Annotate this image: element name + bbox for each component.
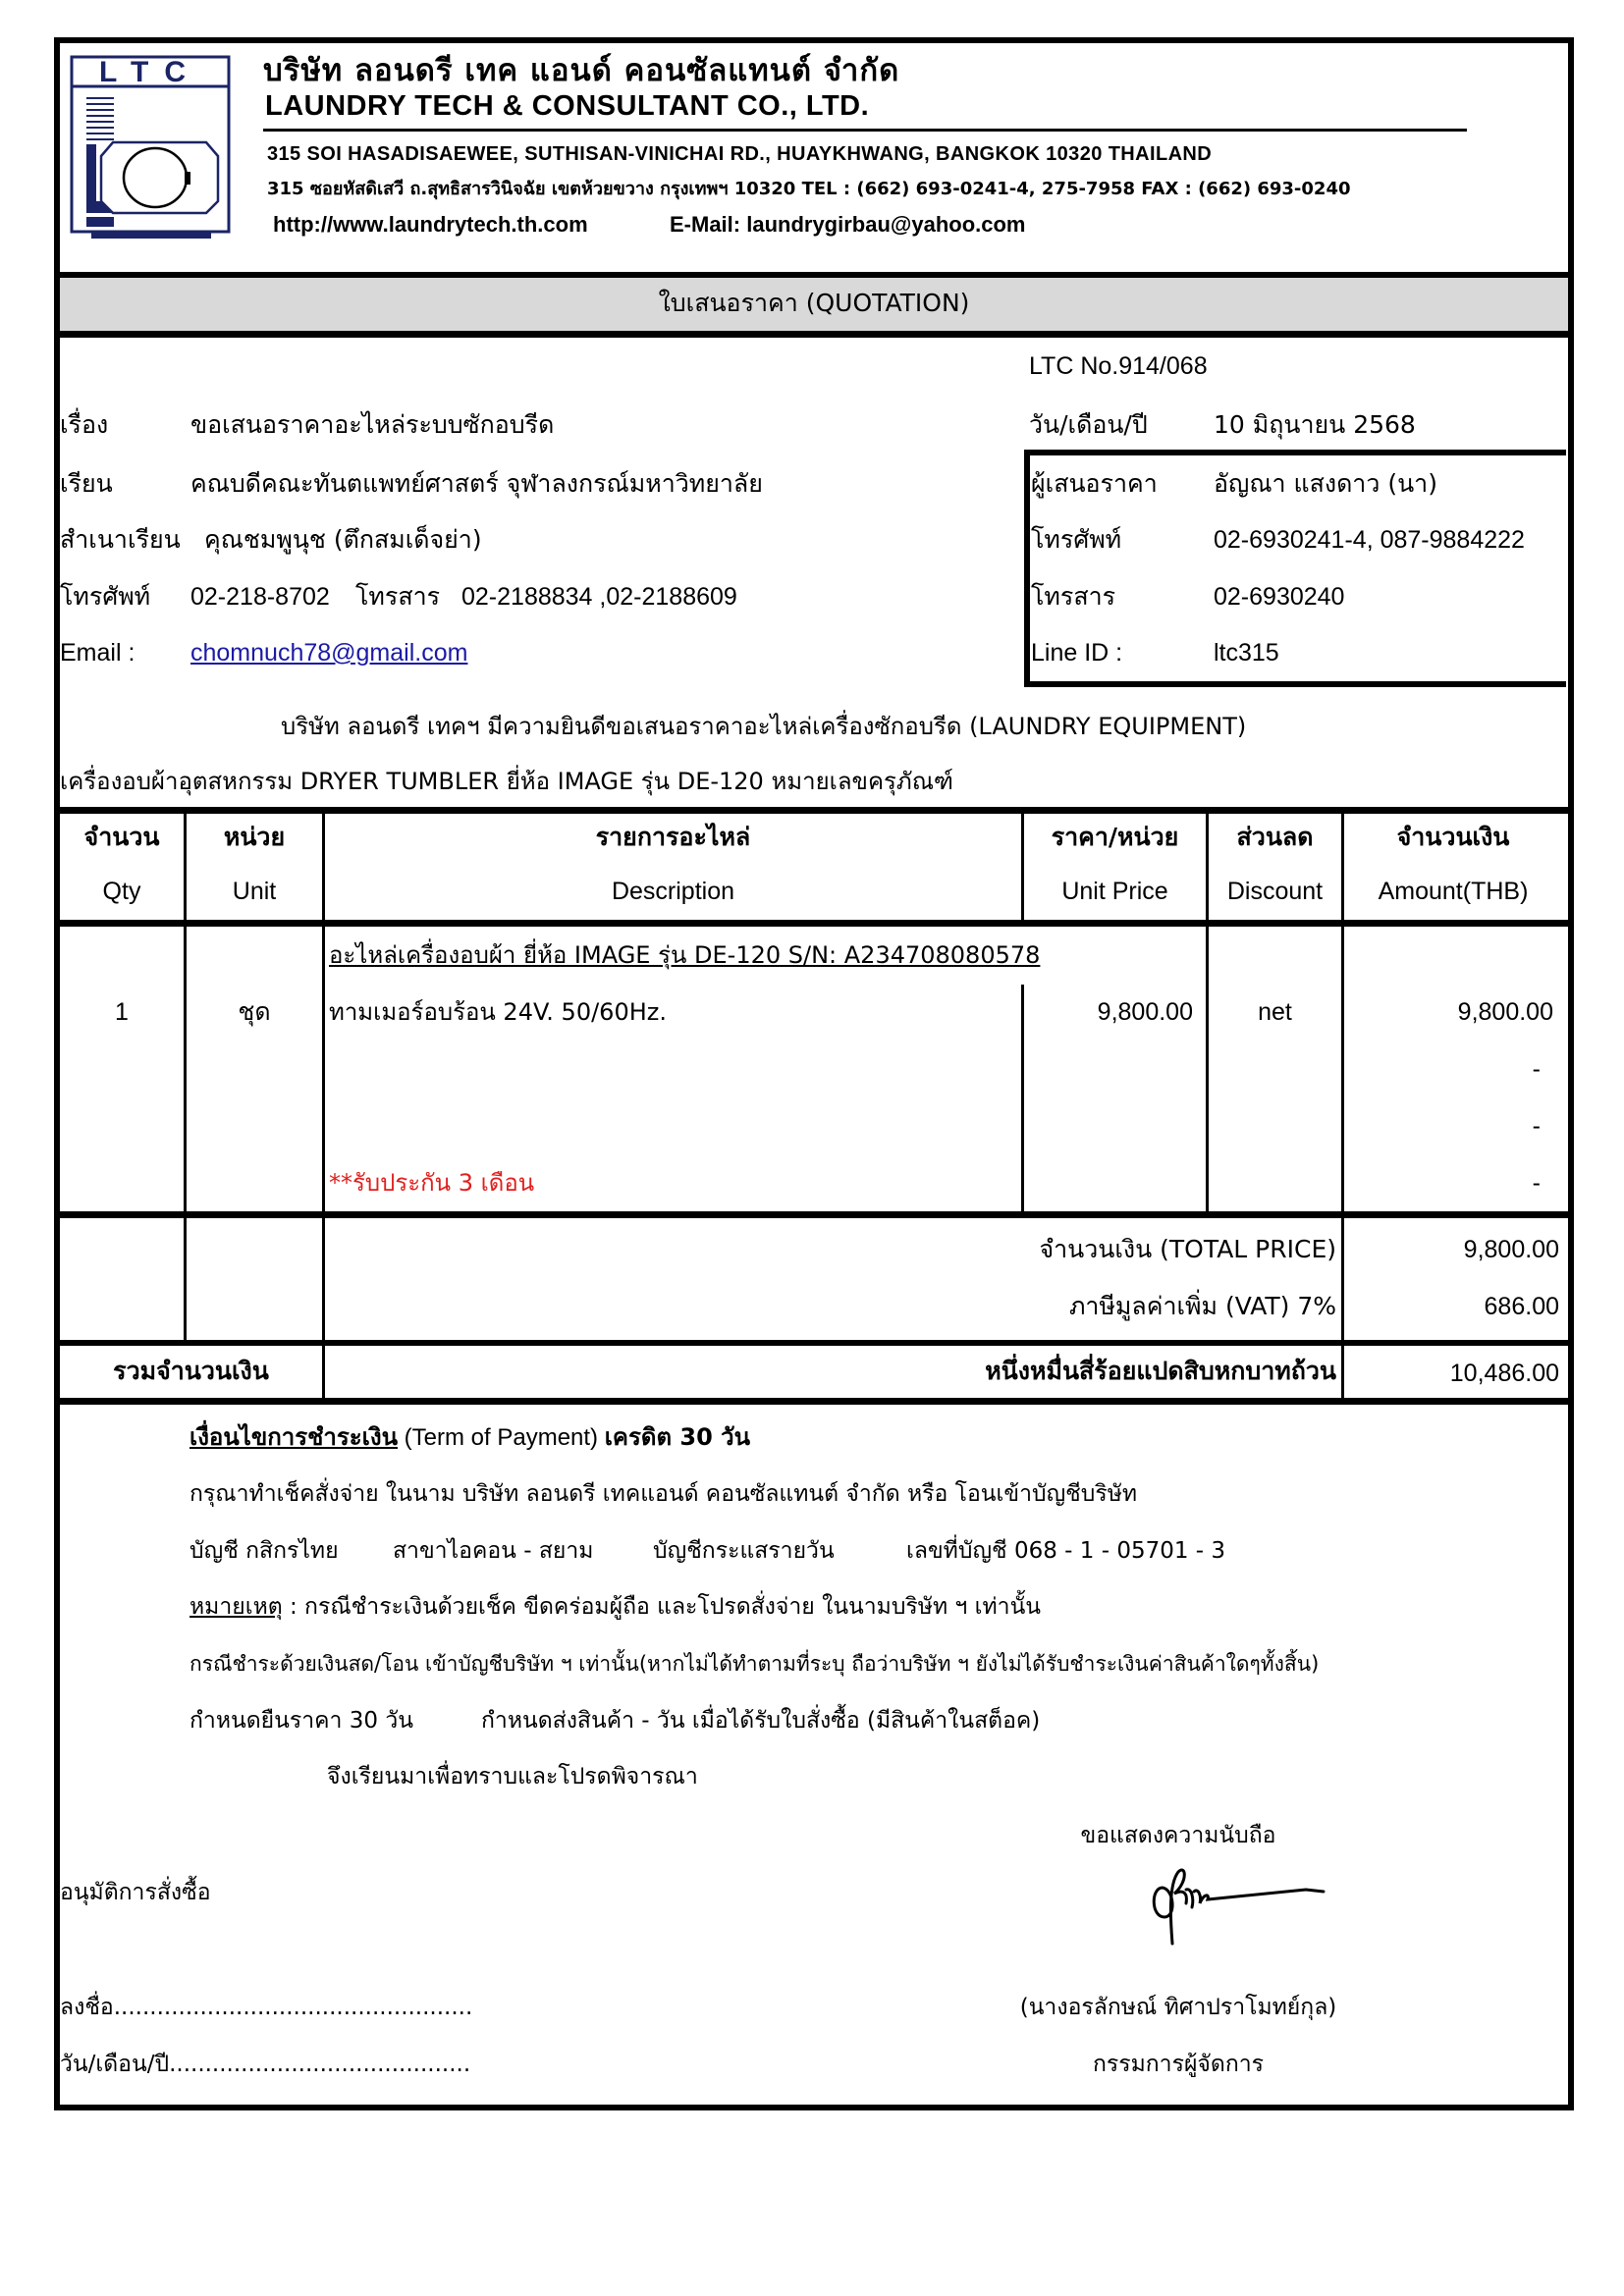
row-qty: 1 — [115, 998, 129, 1026]
account-number: เลขที่บัญชี 068 - 1 - 05701 - 3 — [906, 1538, 1226, 1564]
delivery-terms: กำหนดส่งสินค้า - วัน เมื่อได้รับใบสั่งซื้อ (มีสินค้าในสต็อค) — [481, 1708, 1041, 1734]
quoter-fax-value: 02-6930240 — [1214, 583, 1345, 611]
row-amount: 9,800.00 — [1457, 998, 1553, 1026]
header-amount-th: จำนวนเงิน — [1396, 823, 1510, 851]
bank-name: บัญชี กสิกรไทย — [189, 1538, 339, 1564]
header-amount-en: Amount(THB) — [1378, 878, 1529, 905]
header-qty-en: Qty — [102, 878, 141, 905]
vat-value: 686.00 — [1484, 1293, 1559, 1320]
row-discount: net — [1258, 998, 1292, 1026]
header-divider — [263, 129, 1467, 132]
closing-line: จึงเรียนมาเพื่อทราบและโปรดพิจารณา — [327, 1764, 698, 1789]
quoter-phone-label: โทรศัพท์ — [1031, 525, 1122, 554]
cc-label: สำเนาเรียน — [60, 525, 181, 554]
payment-credit: เครดิต 30 วัน — [604, 1423, 751, 1451]
note-line — [189, 1592, 1041, 1622]
date-value: 10 มิถุนายน 2568 — [1214, 410, 1416, 439]
customer-fax-value: 02-2188834 ,02-2188609 — [461, 583, 737, 611]
subject-label: เรื่อง — [60, 410, 109, 439]
row-unit-price: 9,800.00 — [1097, 998, 1193, 1026]
quoter-phone-value: 02-6930241-4, 087-9884222 — [1214, 526, 1525, 554]
header-discount-en: Discount — [1226, 878, 1324, 905]
grand-total-label: รวมจำนวนเงิน — [113, 1357, 269, 1385]
customer-phone-value: 02-218-8702 — [190, 583, 330, 611]
grand-total-value: 10,486.00 — [1449, 1360, 1559, 1387]
handwritten-signature-icon — [1149, 1860, 1326, 1949]
to-label: เรียน — [60, 469, 113, 498]
total-price-value: 9,800.00 — [1463, 1236, 1559, 1263]
table-top-border — [54, 807, 1574, 814]
items-bottom-border — [54, 1211, 1574, 1218]
header-unit-price-th: ราคา/หน่วย — [1051, 823, 1179, 851]
quoter-label: ผู้เสนอราคา — [1031, 469, 1158, 498]
company-address-en: 315 SOI HASADISAEWEE, SUTHISAN-VINICHAI RD., HUAYKHWANG, BANGKOK 10320 THAILAND — [267, 143, 1213, 165]
company-logo — [69, 54, 232, 239]
quoter-line-label: Line ID : — [1031, 639, 1123, 667]
header-discount-th: ส่วนลด — [1236, 823, 1314, 851]
empty-amount: - — [1532, 1169, 1541, 1197]
payment-terms-title: เงื่อนไขการชำระเงิน — [189, 1423, 398, 1451]
company-website[interactable]: http://www.laundrytech.th.com — [273, 212, 588, 237]
customer-phone-label: โทรศัพท์ — [60, 582, 151, 611]
row-unit: ชุด — [238, 997, 271, 1026]
header-qty-th: จำนวน — [83, 823, 160, 851]
quoter-value: อัญณา แสงดาว (นา) — [1214, 469, 1437, 498]
intro-line: บริษัท ลอนดรี เทคฯ มีความยินดีขอเสนอราคาอะไหล่เครื่องซักอบรีด (LAUNDRY EQUIPMENT) — [281, 713, 1247, 740]
totals-bottom-border — [54, 1340, 1574, 1346]
company-address-th: 315 ซอยหัสดิเสวี ถ.สุทธิสารวินิจฉัย เขตห้วยขวาง กรุงเทพฯ 10320 TEL : (662) 693-0241-4, 275-7958 FAX : (662) 693-0240 — [267, 179, 1351, 199]
bank-branch: สาขาไอคอน - สยาม — [393, 1538, 594, 1564]
header-description-en: Description — [611, 878, 735, 905]
washing-machine-icon — [69, 54, 232, 239]
payment-terms-en: (Term of Payment) — [398, 1424, 605, 1451]
logo-text: LTC — [98, 56, 202, 88]
section-title: อะไหล่เครื่องอบผ้า ยี่ห้อ IMAGE รุ่น DE-120 S/N: A234708080578 — [329, 941, 1041, 969]
subject-value: ขอเสนอราคาอะไหล่ระบบซักอบรีด — [190, 410, 555, 439]
header-unit-price-en: Unit Price — [1061, 878, 1168, 905]
total-price-label: จำนวนเงิน (TOTAL PRICE) — [1039, 1235, 1336, 1263]
empty-amount: - — [1532, 1112, 1541, 1140]
customer-fax-label: โทรสาร — [355, 582, 441, 611]
title-bar-bottom-border — [54, 331, 1574, 338]
company-email[interactable]: E-Mail: laundrygirbau@yahoo.com — [670, 212, 1026, 237]
account-type: บัญชีกระแสรายวัน — [653, 1538, 835, 1564]
reference-number: LTC No.914/068 — [1029, 352, 1208, 380]
sign-line: ลงชื่อ.................................................. — [60, 1995, 473, 2020]
cc-value: คุณชมพูนุช (ตึกสมเด็จย่า) — [204, 525, 482, 554]
customer-email-label: Email : — [60, 639, 135, 667]
machine-line: เครื่องอบผ้าอุตสหกรรม DRYER TUMBLER ยี่ห้อ IMAGE รุ่น DE-120 หมายเลขครุภัณฑ์ — [60, 768, 953, 795]
company-name-en: LAUNDRY TECH & CONSULTANT CO., LTD. — [265, 90, 870, 122]
header-unit-en: Unit — [232, 878, 277, 905]
quoter-line-value: ltc315 — [1214, 639, 1279, 667]
note-label: หมายเหตุ — [189, 1594, 283, 1620]
company-name-th: บริษัท ลอนดรี เทค แอนด์ คอนซัลแทนต์ จำกัด — [263, 53, 900, 88]
grand-total-words: หนึ่งหมื่นสี่ร้อยแปดสิบหกบาทถ้วน — [985, 1357, 1336, 1385]
grand-total-bottom-border — [54, 1398, 1574, 1405]
signature-image — [1149, 1860, 1326, 1949]
date-label: วัน/เดือน/ปี — [1029, 410, 1148, 439]
warranty-note: **รับประกัน 3 เดือน — [329, 1169, 535, 1197]
regards-text: ขอแสดงความนับถือ — [1080, 1823, 1276, 1848]
quoter-fax-label: โทรสาร — [1031, 582, 1116, 611]
signer-name: (นางอรลักษณ์ ทิศาปราโมทย์กุล) — [1019, 1995, 1337, 2020]
signer-title: กรรมการผู้จัดการ — [1092, 2052, 1265, 2077]
header-unit-th: หน่วย — [223, 823, 286, 851]
cash-transfer-note: กรณีชำระด้วยเงินสด/โอน เข้าบัญชีบริษัท ฯ เท่านั้น(หากไม่ได้ทำตามที่ระบุ ถือว่าบริษัท ฯ ยังไม่ได้รับชำระเงินค่าสินค้าใดๆทั้งสิ้น) — [189, 1652, 1320, 1676]
document-title: ใบเสนอราคา (QUOTATION) — [658, 289, 970, 317]
note-text: : กรณีชำระเงินด้วยเช็ค ขีดคร่อมผู้ถือ และโปรดสั่งจ่าย ในนามบริษัท ฯ เท่านั้น — [282, 1594, 1042, 1620]
to-value: คณบดีคณะทันตแพทย์ศาสตร์ จุฬาลงกรณ์มหาวิทยาลัย — [190, 469, 763, 498]
vat-label: ภาษีมูลค่าเพิ่ม (VAT) 7% — [1068, 1292, 1336, 1320]
approve-label: อนุมัติการสั่งซื้อ — [60, 1880, 211, 1905]
price-validity: กำหนดยืนราคา 30 วัน — [189, 1708, 413, 1734]
empty-amount: - — [1532, 1055, 1541, 1083]
payment-terms-line — [189, 1422, 750, 1453]
date-line: วัน/เดือน/ปี.......................................... — [60, 2052, 471, 2077]
row-description: ทามเมอร์อบร้อน 24V. 50/60Hz. — [329, 998, 667, 1026]
header-description-th: รายการอะไหล่ — [595, 823, 751, 851]
table-header-bottom-border — [54, 920, 1574, 927]
customer-email-link[interactable]: chomnuch78@gmail.com — [190, 639, 468, 667]
payment-instruction: กรุณาทำเช็คสั่งจ่าย ในนาม บริษัท ลอนดรี เทคแอนด์ คอนซัลแทนต์ จำกัด หรือ โอนเข้าบัญชีบริษัท — [189, 1481, 1138, 1507]
